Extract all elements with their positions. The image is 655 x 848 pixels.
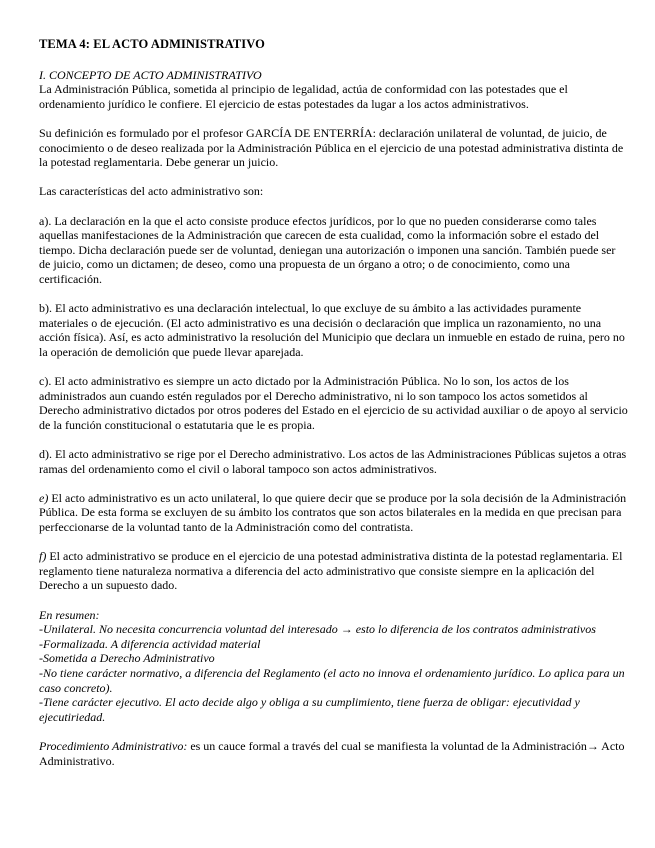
characteristic-text: El acto administrativo se produce en el ejercicio de una potestad administrativa distinta de la potestad reglamentaria. El reglamento tiene naturaleza normativa a diferencia del acto administrativo que consiste siempre en la aplicación del Derecho a un supuesto dado. xyxy=(39,549,623,593)
characteristic-e xyxy=(39,491,629,535)
characteristic-c xyxy=(39,374,629,432)
intro-paragraph: La Administración Pública, sometida al principio de legalidad, actúa de conformidad con las potestades que el ordenamiento jurídico le confiere. El ejercicio de estas potestades da lugar a los actos administrativos. xyxy=(39,82,568,111)
characteristic-text: El acto administrativo se rige por el Derecho administrativo. Los actos de las Administraciones Públicas sujetos a otras ramas del ordenamiento como el civil o laboral tampoco son actos administrativos. xyxy=(39,447,627,476)
characteristic-text: El acto administrativo es siempre un acto dictado por la Administración Pública. No lo son, los actos de los administrados aun cuando estén regulados por el Derecho administrativo, ni lo son tampoco los actos sometidos al Derecho administrativo dictados por otros poderes del Estado en el ejercicio de su actividad auxiliar o de apoyo al servicio de la función constitucional o estatutaria que le es propia. xyxy=(39,374,628,432)
summary-item: -Formalizada. A diferencia actividad material xyxy=(39,636,261,651)
characteristic-a xyxy=(39,214,629,287)
characteristics-intro: Las características del acto administrativo son: xyxy=(39,184,264,199)
document-page xyxy=(39,37,629,768)
characteristic-f xyxy=(39,549,629,593)
document-title: TEMA 4: EL ACTO ADMINISTRATIVO xyxy=(39,37,265,51)
procedure-paragraph xyxy=(39,739,629,768)
procedure-text: es un cauce formal a través del cual se manifiesta la voluntad de la Administración→ Acto Administrativo. xyxy=(39,738,625,768)
procedure-label: Procedimiento Administrativo: xyxy=(39,738,188,753)
summary-item: -No tiene carácter normativo, a diferencia del Reglamento (el acto no innova el ordenamiento jurídico. Lo aplica para un caso concreto). xyxy=(39,665,625,695)
definition-paragraph: Su definición es formulado por el profesor GARCÍA DE ENTERRÍA: declaración unilateral de voluntad, de juicio, de conocimiento o de deseo realizada por la Administración Pública en el ejercicio de una potestad administrativa distinta de la potestad reglamentaria. Debe generar un juicio. xyxy=(39,125,624,170)
characteristic-text: El acto administrativo es un acto unilateral, lo que quiere decir que se produce por la sola decisión de la Administración Pública. De esta forma se excluyen de su ámbito los contratos que son actos bilaterales en la medida en que precisan para perfeccionarse de la voluntad tanto de la Administración como del contratista. xyxy=(39,490,627,534)
characteristic-marker: a). xyxy=(39,213,52,228)
characteristic-marker: c). xyxy=(39,374,52,389)
summary-heading: En resumen: xyxy=(39,607,100,622)
summary-item: -Sometida a Derecho Administrativo xyxy=(39,651,215,666)
characteristic-text: La declaración en la que el acto consiste produce efectos jurídicos, por lo que no pueden considerarse como tales aquellas manifestaciones de la Administración que carecen de esta cualidad, como la información sobre el estado del tiempo. Dicha declaración puede ser de voluntad, deniegan una autorización o imponen una sanción. También puede ser de juicio, como un dictamen; de deseo, como una propuesta de un órgano a otro; o de conocimiento, como una certificación. xyxy=(39,213,616,286)
characteristic-b xyxy=(39,301,629,359)
characteristic-d xyxy=(39,447,629,476)
summary-item: -Unilateral. No necesita concurrencia voluntad del interesado → esto lo diferencia de los contratos administrativos xyxy=(39,622,596,637)
section-heading: I. CONCEPTO DE ACTO ADMINISTRATIVO xyxy=(39,67,262,82)
summary-item: -Tiene carácter ejecutivo. El acto decide algo y obliga a su cumplimiento, tiene fuerza de obligar: ejecutividad y ejecutiriedad. xyxy=(39,695,580,724)
characteristic-marker: e) xyxy=(39,490,49,505)
summary-block xyxy=(39,608,629,725)
characteristic-marker: b). xyxy=(39,301,52,316)
characteristic-marker: f) xyxy=(39,549,47,564)
characteristic-text: El acto administrativo es una declaración intelectual, lo que excluye de su ámbito a las actividades puramente materiales o de ejecución. (El acto administrativo es una decisión o declaración que implica un razonamiento, no una acción física). Así, es acto administrativo la resolución del Municipio que declara un inmueble en estado de ruina, pero no la operación de demolición que puede llevar aparejada. xyxy=(39,301,625,359)
characteristic-marker: d). xyxy=(39,447,52,462)
